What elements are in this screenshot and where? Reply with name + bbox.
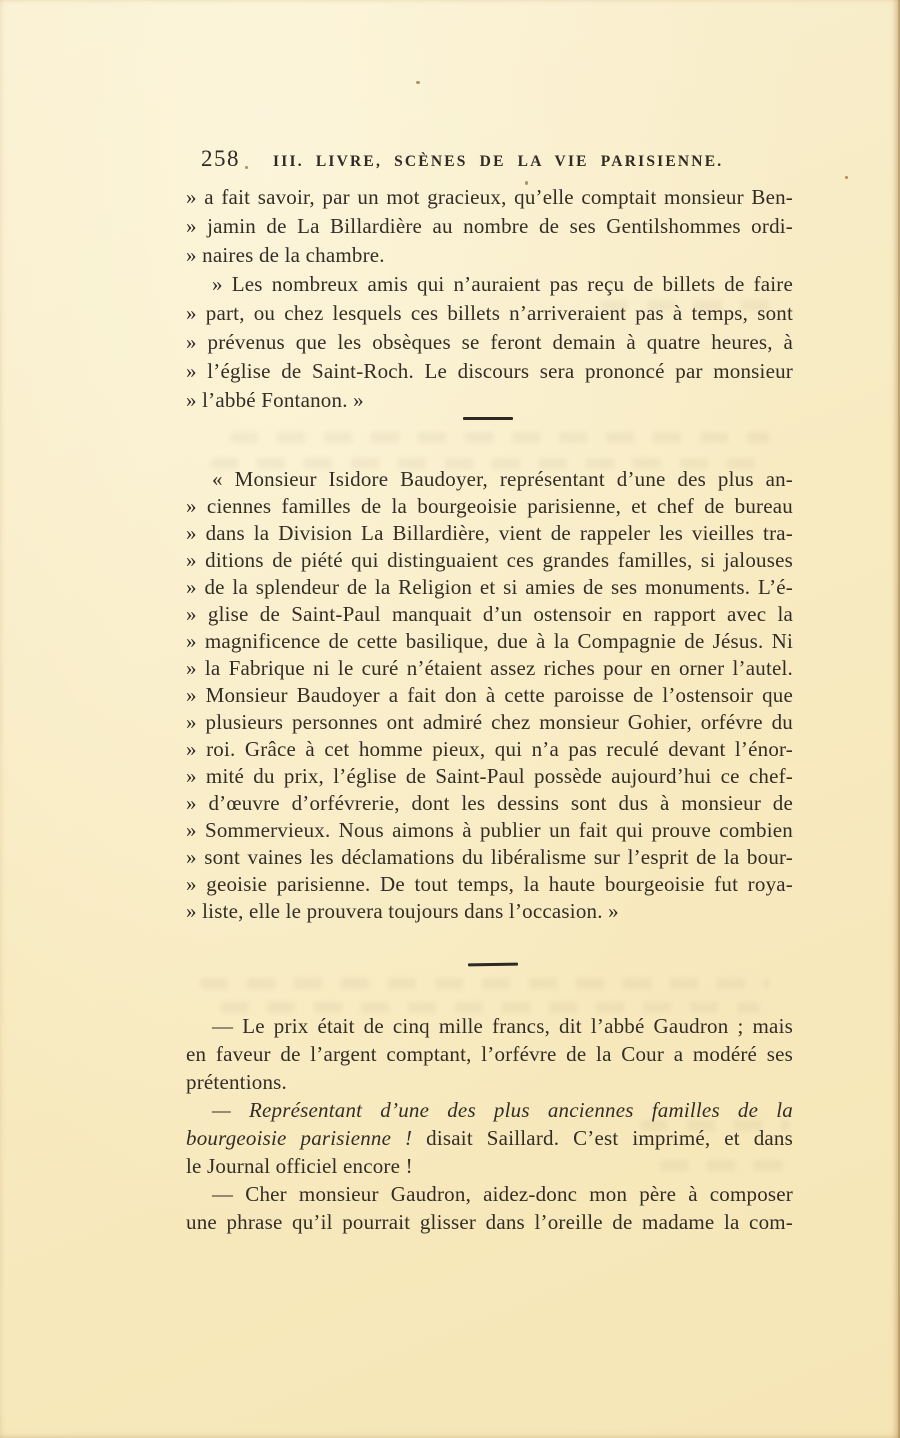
text-line: — Représentant d’une des plus anciennes familles de la (212, 1098, 793, 1122)
text-line: » ciennes familles de la bourgeoisie parisienne, et chef de bureau (186, 494, 793, 518)
text-line: » a fait savoir, par un mot gracieux, qu’elle comptait monsieur Ben- (186, 185, 793, 209)
paragraph-baudoyer-article (186, 466, 793, 925)
text-line: » plusieurs personnes ont admiré chez monsieur Gohier, orfévre du (186, 710, 793, 734)
text-line: » glise de Saint-Paul manquait d’un ostensoir en rapport avec la (186, 602, 793, 626)
paragraph-continuation (186, 183, 793, 270)
paper-speck (416, 81, 420, 84)
text-line: » magnificence de cette basilique, due à la Compagnie de Jésus. Ni (186, 629, 793, 653)
text-line: » de la splendeur de la Religion et si amies de ses monuments. L’é- (186, 575, 793, 599)
text-line: prétentions. (186, 1070, 287, 1094)
text-line: » la Fabrique ni le curé n’étaient assez riches pour en orner l’autel. (186, 656, 793, 680)
text-line: » roi. Grâce à cet homme pieux, qui n’a pas reculé devant l’énor- (186, 737, 793, 761)
paper-speck (845, 176, 848, 179)
text-line: » ditions de piété qui distinguaient ces grandes familles, si jalouses (186, 548, 793, 572)
paper-speck (245, 166, 248, 169)
paragraph-obsequies-notice (186, 270, 793, 415)
page-header (201, 146, 801, 172)
text-line: » dans la Division La Billardière, vient de rappeler les vieilles tra- (186, 521, 793, 545)
text-line: » d’œuvre d’orfévrerie, dont les dessins sont dus à monsieur de (186, 791, 793, 815)
text-line: le Journal officiel encore ! (186, 1154, 413, 1178)
text-line: » geoisie parisienne. De tout temps, la haute bourgeoisie fut roya- (186, 872, 793, 896)
text-line: » l’église de Saint-Roch. Le discours sera prononcé par monsieur (186, 359, 793, 383)
text-line: » mité du prix, l’église de Saint-Paul possède aujourd’hui ce chef- (186, 764, 793, 788)
regular-fragment: disait Saillard. C’est imprimé, et dans (412, 1126, 793, 1150)
text-line: — Le prix était de cinq mille francs, dit l’abbé Gaudron ; mais (212, 1014, 793, 1038)
text-line: — Cher monsieur Gaudron, aidez-donc mon père à composer (212, 1182, 793, 1206)
text-line: » Monsieur Baudoyer a fait don à cette paroisse de l’ostensoir que (186, 683, 793, 707)
paper-speck (525, 181, 528, 185)
text-line: » liste, elle le prouvera toujours dans l’occasion. » (186, 899, 619, 923)
italic-fragment: bourgeoisie parisienne ! (186, 1126, 413, 1150)
section-divider (463, 417, 513, 420)
text-block (186, 183, 793, 1236)
text-line: » jamin de La Billardière au nombre de ses Gentilshommes ordi- (186, 214, 793, 238)
text-line: » prévenus que les obsèques se feront demain à quatre heures, à (186, 330, 793, 354)
text-line: « Monsieur Isidore Baudoyer, représentant d’une des plus an- (212, 467, 793, 491)
text-line: une phrase qu’il pourrait glisser dans l’oreille de madame la com- (186, 1210, 793, 1234)
paragraph-gaudron-reply (186, 1012, 793, 1096)
text-line: en faveur de l’argent comptant, l’orfévre de la Cour a modéré ses (186, 1042, 793, 1066)
running-title: III. LIVRE, SCÈNES DE LA VIE PARISIENNE. (273, 153, 724, 170)
paragraph-saillard-quote (186, 1096, 793, 1180)
text-line: » part, ou chez lesquels ces billets n’arriveraient pas à temps, sont (186, 301, 793, 325)
section-divider (468, 963, 518, 967)
page-number: 258 (201, 146, 240, 171)
text-line: » Sommervieux. Nous aimons à publier un fait qui prouve combien (186, 818, 793, 842)
paragraph-cher-monsieur (186, 1180, 793, 1236)
text-line: » l’abbé Fontanon. » (186, 388, 364, 412)
text-line: » naires de la chambre. (186, 243, 385, 267)
text-line: » Les nombreux amis qui n’auraient pas reçu de billets de faire (212, 272, 793, 296)
text-line: » sont vaines les déclamations du libéralisme sur l’esprit de la bour- (186, 845, 793, 869)
text-line (186, 1124, 793, 1152)
